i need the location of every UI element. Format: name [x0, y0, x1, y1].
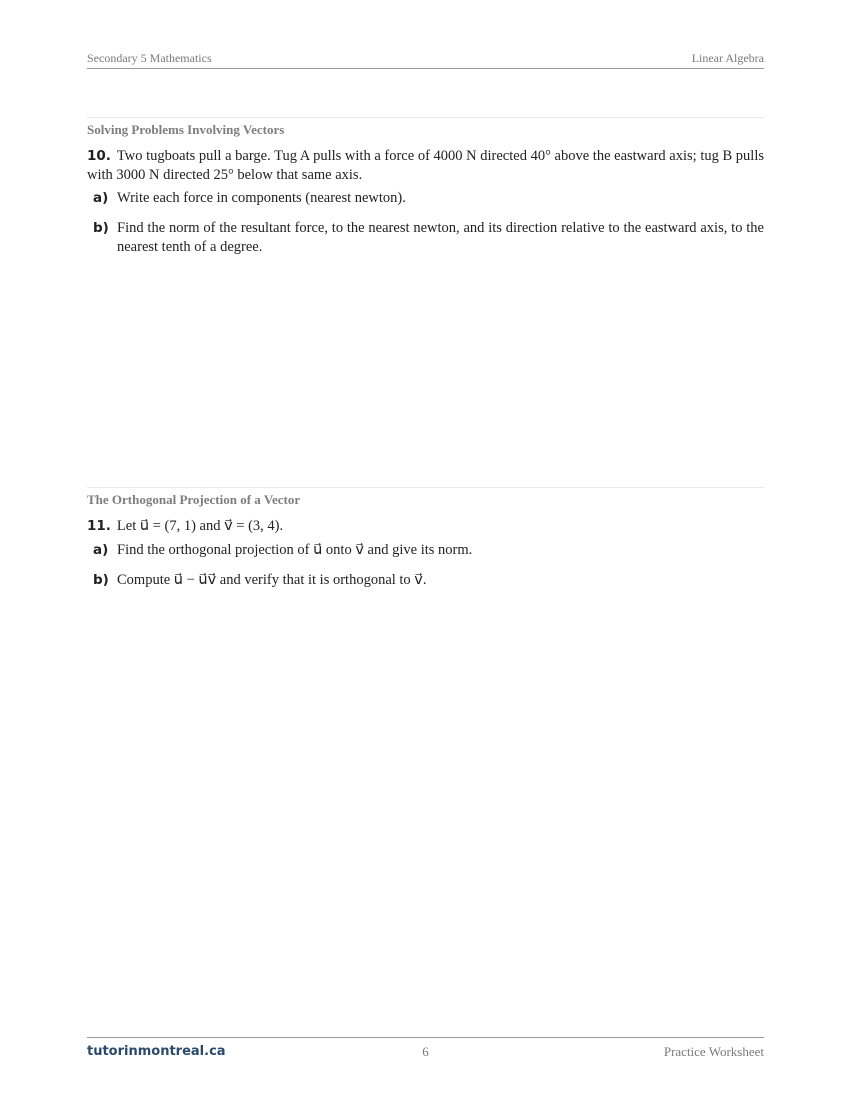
- problem-11-part-a: [93, 541, 764, 560]
- footer-website: tutorinmontreal.ca: [87, 1044, 226, 1059]
- page-header: [87, 50, 764, 69]
- section-divider: [87, 117, 764, 118]
- problem-number: 10.: [87, 148, 111, 164]
- section-title: The Orthogonal Projection of a Vector: [87, 492, 301, 507]
- part-label: b): [93, 572, 109, 588]
- section-title: Solving Problems Involving Vectors: [87, 122, 285, 137]
- problem-10-part-a: [93, 189, 764, 208]
- header-topic: Linear Algebra: [691, 51, 764, 65]
- problem-11-part-b: [93, 571, 764, 590]
- footer-doc-type: Practice Worksheet: [663, 1044, 764, 1059]
- problem-10-part-b: [93, 219, 764, 257]
- part-text: Compute u⃗ − u⃗v⃗ and verify that it is orthogonal to v⃗.: [117, 572, 427, 588]
- part-text: Write each force in components (nearest newton).: [117, 190, 406, 206]
- section-divider: [87, 487, 764, 488]
- page-number: 6: [422, 1044, 429, 1059]
- problem-text: Let u⃗ = (7, 1) and v⃗ = (3, 4).: [116, 518, 284, 534]
- problem-number: 11.: [87, 518, 111, 534]
- part-label: b): [93, 220, 109, 236]
- part-text: Find the orthogonal projection of u⃗ onto v⃗ and give its norm.: [117, 542, 473, 558]
- part-label: a): [93, 190, 109, 206]
- problem-10: [87, 147, 764, 185]
- problem-text: Two tugboats pull a barge. Tug A pulls with a force of 4000 N directed 40° above the eastward axis; tug B pulls with 3000 N directed 25° below that same axis.: [87, 148, 764, 183]
- part-text: Find the norm of the resultant force, to the nearest newton, and its direction relative to the eastward axis, to the nearest tenth of a degree.: [117, 220, 764, 255]
- header-course: Secondary 5 Mathematics: [87, 51, 212, 65]
- part-label: a): [93, 542, 109, 558]
- page-footer: [87, 1037, 764, 1062]
- problem-11: [87, 517, 764, 536]
